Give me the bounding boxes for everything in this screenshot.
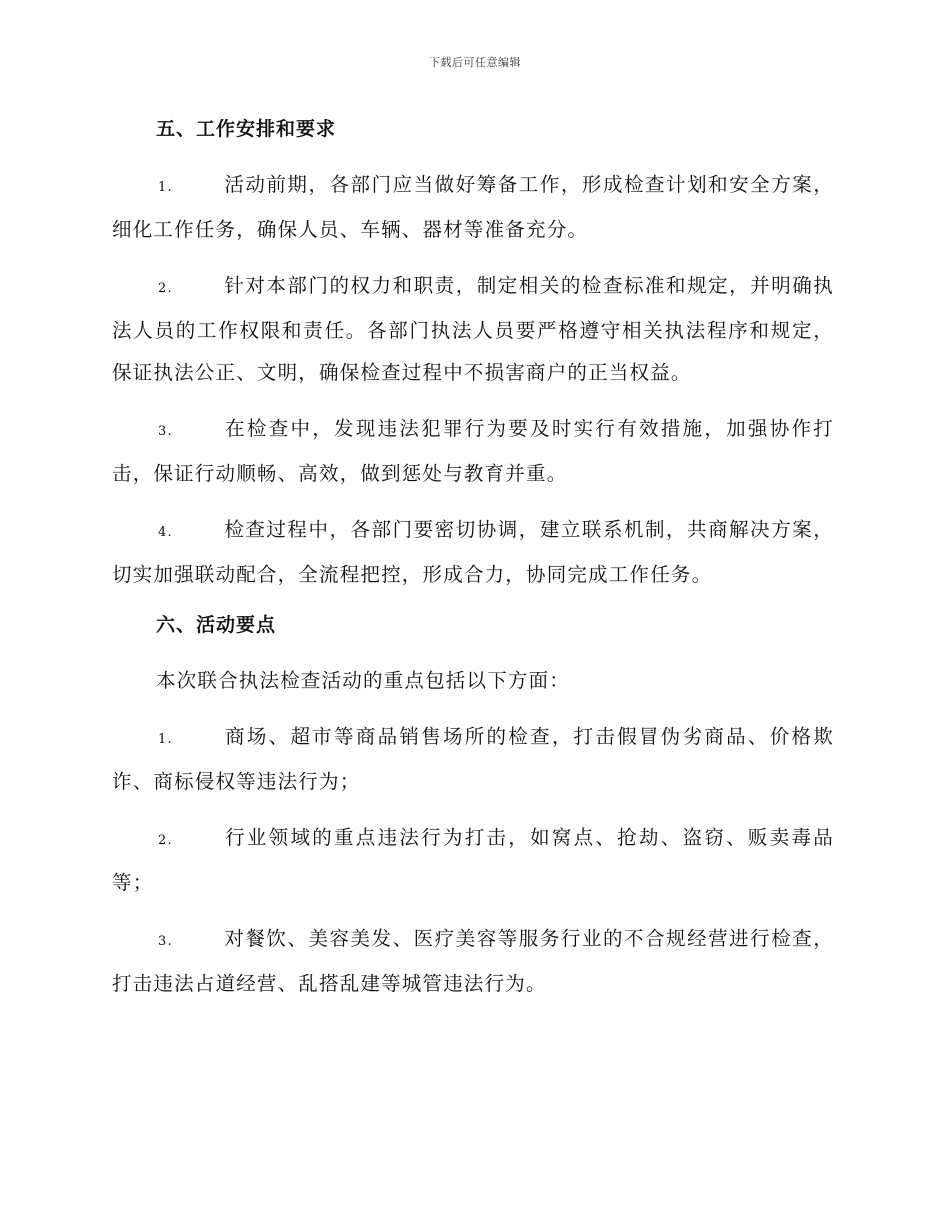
list-item-number: 2. <box>158 833 173 848</box>
list-item-text: 活动前期，各部门应当做好筹备工作，形成检查计划和安全方案，细化工作任务，确保人员、车辆、器材等准备充分。 <box>112 173 834 241</box>
list-item-number: 1. <box>158 732 173 747</box>
list-item-number: 3. <box>158 424 173 439</box>
section-heading-5: 五、工作安排和要求 <box>156 118 337 140</box>
list-item <box>112 164 834 251</box>
list-item-text: 检查过程中，各部门要密切协调，建立联系机制，共商解决方案，切实加强联动配合，全流程把控，形成合力，协同完成工作任务。 <box>112 518 834 586</box>
list-item-text: 商场、超市等商品销售场所的检查，打击假冒伪劣商品、价格欺诈、商标侵权等违法行为； <box>112 725 834 793</box>
document-body <box>112 110 834 1019</box>
header-note: 下载后可任意编辑 <box>429 56 521 69</box>
list-item <box>112 265 834 394</box>
list-item <box>112 509 834 596</box>
list-item-number: 3. <box>158 934 173 949</box>
list-item <box>112 817 834 904</box>
section-intro: 本次联合执法检查活动的重点包括以下方面： <box>156 669 571 692</box>
list-item <box>112 918 834 1005</box>
list-item-text: 对餐饮、美容美发、医疗美容等服务行业的不合规经营进行检查，打击违法占道经营、乱搭乱建等城管违法行为。 <box>112 927 834 995</box>
list-item-number: 2. <box>158 281 173 296</box>
list-item <box>112 408 834 495</box>
list-item-number: 1. <box>158 180 173 195</box>
list-item-number: 4. <box>158 525 173 540</box>
list-item-text: 针对本部门的权力和职责，制定相关的检查标准和规定，并明确执法人员的工作权限和责任。各部门执法人员要严格遵守相关执法程序和规定，保证执法公正、文明，确保检查过程中不损害商户的正当权益。 <box>112 274 834 384</box>
list-item-text: 在检查中，发现违法犯罪行为要及时实行有效措施，加强协作打击，保证行动顺畅、高效，做到惩处与教育并重。 <box>112 417 834 485</box>
section-heading-6: 六、活动要点 <box>156 614 277 636</box>
list-item <box>112 716 834 803</box>
list-item-text: 行业领域的重点违法行为打击，如窝点、抢劫、盗窃、贩卖毒品等； <box>112 826 834 894</box>
